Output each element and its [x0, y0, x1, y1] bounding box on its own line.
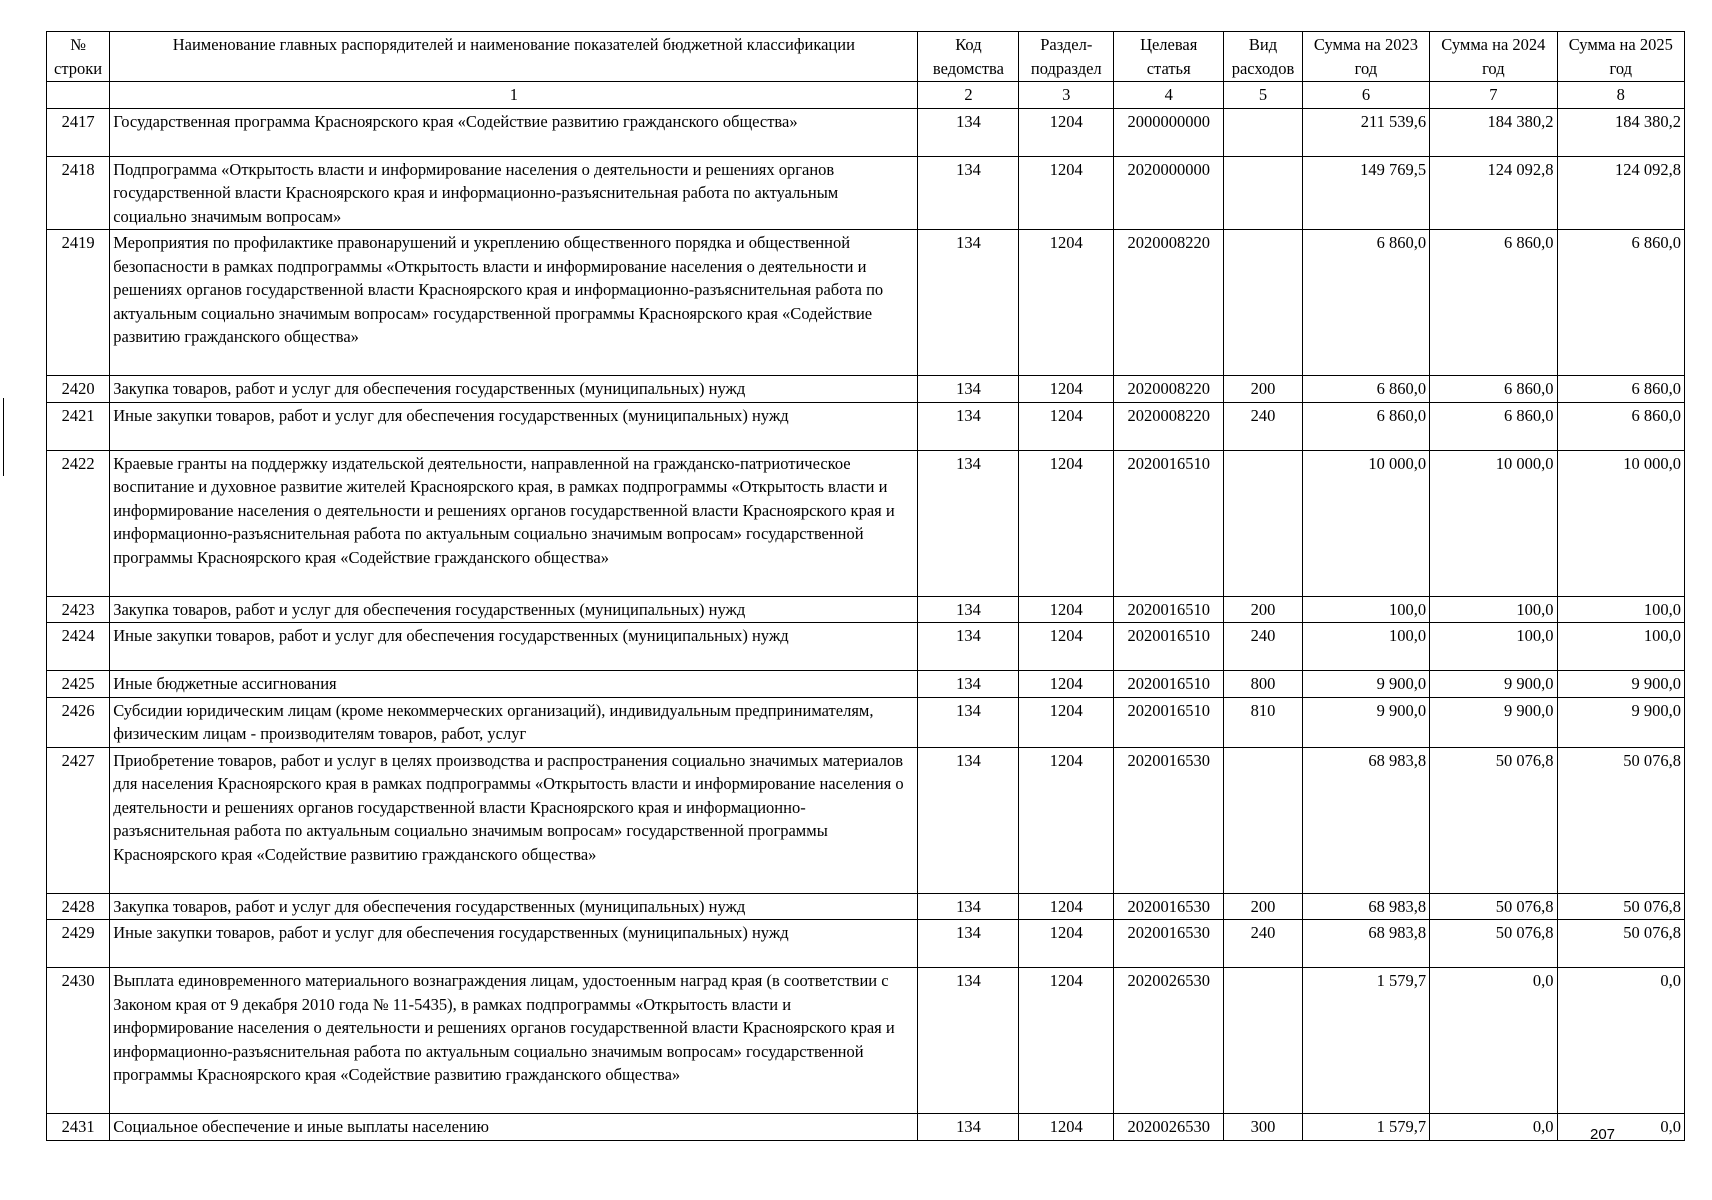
row-section: 1204 — [1019, 920, 1114, 968]
table-row — [47, 920, 1685, 968]
row-code: 134 — [918, 402, 1019, 450]
header-target: Целевая статья — [1114, 32, 1224, 82]
row-number: 2430 — [47, 968, 110, 1114]
row-name: Иные бюджетные ассигнования — [110, 671, 918, 698]
table-row — [47, 108, 1685, 156]
row-target: 2020016530 — [1114, 920, 1224, 968]
row-type: 200 — [1224, 596, 1302, 623]
row-sum2025: 100,0 — [1557, 596, 1684, 623]
row-name: Закупка товаров, работ и услуг для обеспечения государственных (муниципальных) нужд — [110, 893, 918, 920]
header-number — [47, 82, 110, 109]
row-section: 1204 — [1019, 623, 1114, 671]
row-target: 2020016530 — [1114, 747, 1224, 893]
table-row — [47, 1114, 1685, 1141]
header-section: Раздел-подраздел — [1019, 32, 1114, 82]
row-sum2024: 0,0 — [1430, 968, 1557, 1114]
table-row — [47, 402, 1685, 450]
table-body — [47, 108, 1685, 1140]
row-name: Закупка товаров, работ и услуг для обеспечения государственных (муниципальных) нужд — [110, 376, 918, 403]
row-type — [1224, 108, 1302, 156]
row-number: 2428 — [47, 893, 110, 920]
row-type: 810 — [1224, 697, 1302, 747]
row-type: 200 — [1224, 376, 1302, 403]
header-number: 6 — [1302, 82, 1429, 109]
row-target: 2020008220 — [1114, 376, 1224, 403]
header-number: 4 — [1114, 82, 1224, 109]
row-name: Социальное обеспечение и иные выплаты населению — [110, 1114, 918, 1141]
row-sum2023: 211 539,6 — [1302, 108, 1429, 156]
row-section: 1204 — [1019, 376, 1114, 403]
row-number: 2426 — [47, 697, 110, 747]
row-name: Иные закупки товаров, работ и услуг для обеспечения государственных (муниципальных) нужд — [110, 623, 918, 671]
row-number: 2422 — [47, 450, 110, 596]
row-sum2023: 68 983,8 — [1302, 747, 1429, 893]
row-sum2025: 6 860,0 — [1557, 402, 1684, 450]
row-sum2023: 1 579,7 — [1302, 968, 1429, 1114]
row-sum2023: 6 860,0 — [1302, 230, 1429, 376]
row-sum2024: 124 092,8 — [1430, 156, 1557, 230]
row-target: 2020016510 — [1114, 697, 1224, 747]
row-type: 800 — [1224, 671, 1302, 698]
row-sum2024: 50 076,8 — [1430, 893, 1557, 920]
row-code: 134 — [918, 747, 1019, 893]
row-number: 2424 — [47, 623, 110, 671]
row-number: 2418 — [47, 156, 110, 230]
row-sum2024: 6 860,0 — [1430, 376, 1557, 403]
row-target: 2020026530 — [1114, 1114, 1224, 1141]
row-section: 1204 — [1019, 671, 1114, 698]
row-sum2023: 68 983,8 — [1302, 893, 1429, 920]
row-sum2025: 6 860,0 — [1557, 376, 1684, 403]
row-section: 1204 — [1019, 968, 1114, 1114]
row-number: 2429 — [47, 920, 110, 968]
row-sum2024: 9 900,0 — [1430, 671, 1557, 698]
row-type — [1224, 747, 1302, 893]
header-number: 5 — [1224, 82, 1302, 109]
row-sum2024: 6 860,0 — [1430, 230, 1557, 376]
row-code: 134 — [918, 920, 1019, 968]
row-sum2023: 6 860,0 — [1302, 376, 1429, 403]
table-row — [47, 893, 1685, 920]
row-target: 2020016510 — [1114, 596, 1224, 623]
row-sum2025: 6 860,0 — [1557, 230, 1684, 376]
row-sum2023: 9 900,0 — [1302, 697, 1429, 747]
row-sum2023: 68 983,8 — [1302, 920, 1429, 968]
row-number: 2431 — [47, 1114, 110, 1141]
row-code: 134 — [918, 671, 1019, 698]
row-sum2025: 50 076,8 — [1557, 920, 1684, 968]
row-sum2023: 100,0 — [1302, 596, 1429, 623]
row-sum2025: 0,0 — [1557, 1114, 1684, 1141]
row-sum2025: 9 900,0 — [1557, 671, 1684, 698]
row-code: 134 — [918, 1114, 1019, 1141]
row-type: 240 — [1224, 623, 1302, 671]
row-sum2024: 50 076,8 — [1430, 920, 1557, 968]
row-sum2024: 10 000,0 — [1430, 450, 1557, 596]
row-number: 2419 — [47, 230, 110, 376]
row-number: 2417 — [47, 108, 110, 156]
row-sum2023: 9 900,0 — [1302, 671, 1429, 698]
row-type: 200 — [1224, 893, 1302, 920]
table-row — [47, 596, 1685, 623]
row-section: 1204 — [1019, 450, 1114, 596]
row-name: Приобретение товаров, работ и услуг в целях производства и распространения социально значимых материалов для населения Красноярского края в рамках подпрограммы «Открытость власти и информирование населения о деятельности и решениях органов государственной власти Красноярского края и информационно-разъяснительная работа по актуальным социально значимым вопросам» государственной программы Красноярского края «Содействие развитию гражданского общества» — [110, 747, 918, 893]
row-sum2023: 149 769,5 — [1302, 156, 1429, 230]
row-sum2024: 9 900,0 — [1430, 697, 1557, 747]
header-number: 2 — [918, 82, 1019, 109]
row-target: 2020008220 — [1114, 230, 1224, 376]
table-row — [47, 623, 1685, 671]
row-sum2024: 100,0 — [1430, 623, 1557, 671]
row-section: 1204 — [1019, 1114, 1114, 1141]
row-code: 134 — [918, 156, 1019, 230]
row-code: 134 — [918, 376, 1019, 403]
row-code: 134 — [918, 893, 1019, 920]
row-sum2025: 184 380,2 — [1557, 108, 1684, 156]
row-name: Иные закупки товаров, работ и услуг для обеспечения государственных (муниципальных) нужд — [110, 920, 918, 968]
table-row — [47, 697, 1685, 747]
row-code: 134 — [918, 697, 1019, 747]
row-number: 2421 — [47, 402, 110, 450]
table-row — [47, 968, 1685, 1114]
row-sum2025: 0,0 — [1557, 968, 1684, 1114]
row-name: Государственная программа Красноярского края «Содействие развитию гражданского общества» — [110, 108, 918, 156]
table-row — [47, 376, 1685, 403]
page-number: 207 — [1590, 1126, 1616, 1143]
row-sum2024: 0,0 — [1430, 1114, 1557, 1141]
row-sum2024: 50 076,8 — [1430, 747, 1557, 893]
row-section: 1204 — [1019, 697, 1114, 747]
row-target: 2020016510 — [1114, 671, 1224, 698]
row-code: 134 — [918, 968, 1019, 1114]
row-sum2023: 10 000,0 — [1302, 450, 1429, 596]
row-code: 134 — [918, 108, 1019, 156]
row-name: Выплата единовременного материального вознаграждения лицам, удостоенным наград края (в соответствии с Законом края от 9 декабря 2010 года № 11-5435), в рамках подпрограммы «Открытость власти и информирование населения о деятельности и решениях органов государственной власти Красноярского края и информационно-разъяснительная работа по актуальным социально значимым вопросам» государственной программы Красноярского края «Содействие развитию гражданского общества» — [110, 968, 918, 1114]
header-sum2023: Сумма на 2023 год — [1302, 32, 1429, 82]
row-code: 134 — [918, 230, 1019, 376]
row-code: 134 — [918, 450, 1019, 596]
row-target: 2000000000 — [1114, 108, 1224, 156]
row-type — [1224, 230, 1302, 376]
row-sum2023: 6 860,0 — [1302, 402, 1429, 450]
row-sum2024: 100,0 — [1430, 596, 1557, 623]
row-sum2023: 1 579,7 — [1302, 1114, 1429, 1141]
row-name: Иные закупки товаров, работ и услуг для обеспечения государственных (муниципальных) нужд — [110, 402, 918, 450]
row-type — [1224, 450, 1302, 596]
row-section: 1204 — [1019, 108, 1114, 156]
row-sum2025: 124 092,8 — [1557, 156, 1684, 230]
row-code: 134 — [918, 596, 1019, 623]
row-target: 2020026530 — [1114, 968, 1224, 1114]
row-sum2025: 50 076,8 — [1557, 747, 1684, 893]
row-target: 2020000000 — [1114, 156, 1224, 230]
row-type — [1224, 968, 1302, 1114]
row-type: 240 — [1224, 402, 1302, 450]
header-name: Наименование главных распорядителей и наименование показателей бюджетной классификации — [110, 32, 918, 82]
header-sum2024: Сумма на 2024 год — [1430, 32, 1557, 82]
row-name: Подпрограмма «Открытость власти и информирование населения о деятельности и решениях органов государственной власти Красноярского края и информационно-разъяснительная работа по актуальным социально значимым вопросам» — [110, 156, 918, 230]
row-section: 1204 — [1019, 156, 1114, 230]
table-row — [47, 450, 1685, 596]
row-name: Субсидии юридическим лицам (кроме некоммерческих организаций), индивидуальным предпринимателям, физическим лицам - производителям товаров, работ, услуг — [110, 697, 918, 747]
table-header — [47, 32, 1685, 109]
row-number: 2427 — [47, 747, 110, 893]
row-sum2024: 184 380,2 — [1430, 108, 1557, 156]
row-type — [1224, 156, 1302, 230]
row-sum2023: 100,0 — [1302, 623, 1429, 671]
row-sum2025: 10 000,0 — [1557, 450, 1684, 596]
row-number: 2425 — [47, 671, 110, 698]
row-target: 2020008220 — [1114, 402, 1224, 450]
row-section: 1204 — [1019, 230, 1114, 376]
header-sum2025: Сумма на 2025 год — [1557, 32, 1684, 82]
row-sum2024: 6 860,0 — [1430, 402, 1557, 450]
table-row — [47, 671, 1685, 698]
header-row-no: № строки — [47, 32, 110, 82]
row-name: Мероприятия по профилактике правонарушений и укреплению общественного порядка и общественной безопасности в рамках подпрограммы «Открытость власти и информирование населения о деятельности и решениях органов государственной власти Красноярского края и информационно-разъяснительная работа по актуальным социально значимым вопросам» государственной программы Красноярского края «Содействие развитию гражданского общества» — [110, 230, 918, 376]
table-row — [47, 156, 1685, 230]
header-number: 8 — [1557, 82, 1684, 109]
header-numbering-row — [47, 82, 1685, 109]
row-section: 1204 — [1019, 596, 1114, 623]
row-sum2025: 50 076,8 — [1557, 893, 1684, 920]
row-section: 1204 — [1019, 747, 1114, 893]
header-code: Код ведомства — [918, 32, 1019, 82]
row-name: Закупка товаров, работ и услуг для обеспечения государственных (муниципальных) нужд — [110, 596, 918, 623]
row-section: 1204 — [1019, 402, 1114, 450]
table-row — [47, 230, 1685, 376]
row-sum2025: 100,0 — [1557, 623, 1684, 671]
row-target: 2020016510 — [1114, 450, 1224, 596]
header-number: 3 — [1019, 82, 1114, 109]
header-number: 1 — [110, 82, 918, 109]
budget-table-sheet — [46, 31, 1685, 1141]
row-section: 1204 — [1019, 893, 1114, 920]
header-type: Вид расходов — [1224, 32, 1302, 82]
row-sum2025: 9 900,0 — [1557, 697, 1684, 747]
row-type: 240 — [1224, 920, 1302, 968]
row-target: 2020016530 — [1114, 893, 1224, 920]
row-code: 134 — [918, 623, 1019, 671]
margin-line — [3, 398, 4, 476]
budget-table — [46, 31, 1685, 1141]
table-row — [47, 747, 1685, 893]
row-number: 2423 — [47, 596, 110, 623]
row-target: 2020016510 — [1114, 623, 1224, 671]
header-number: 7 — [1430, 82, 1557, 109]
row-number: 2420 — [47, 376, 110, 403]
row-type: 300 — [1224, 1114, 1302, 1141]
row-name: Краевые гранты на поддержку издательской деятельности, направленной на гражданско-патриотическое воспитание и духовное развитие жителей Красноярского края, в рамках подпрограммы «Открытость власти и информирование населения о деятельности и решениях органов государственной власти Красноярского края и информационно-разъяснительная работа по актуальным социально значимым вопросам» государственной программы Красноярского края «Содействие гражданского общества» — [110, 450, 918, 596]
